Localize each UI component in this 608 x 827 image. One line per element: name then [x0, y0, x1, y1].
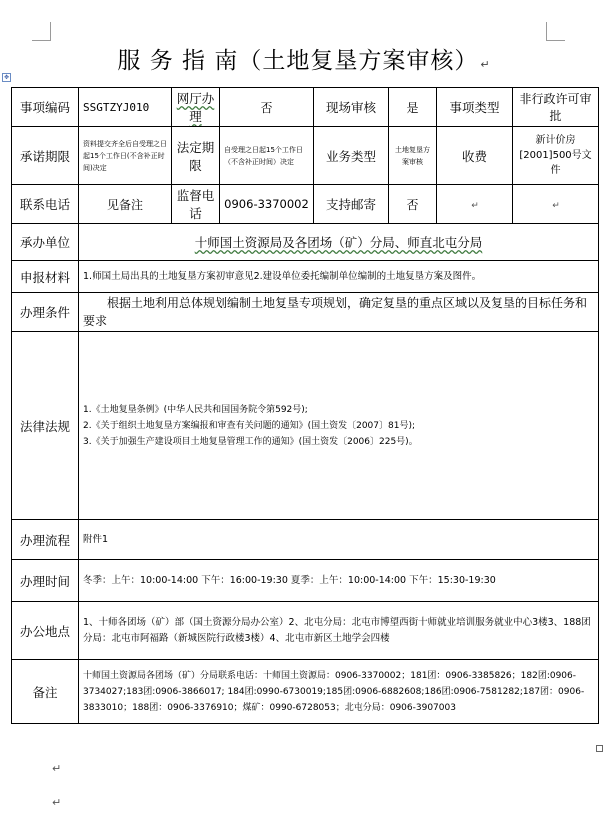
legal-label: 法定期限 — [172, 127, 220, 185]
table-row — [12, 127, 599, 185]
business-label: 业务类型 — [314, 127, 389, 185]
address-label: 办公地点 — [12, 602, 79, 660]
office-label: 承办单位 — [12, 224, 79, 261]
fee-label: 收费 — [437, 127, 513, 185]
table-row — [12, 261, 599, 293]
title-text: 服 务 指 南（土地复垦方案审核） — [117, 48, 479, 74]
conditions-label: 办理条件 — [12, 293, 79, 332]
onsite-label: 现场审核 — [314, 88, 389, 127]
table-row — [12, 602, 599, 660]
type-label: 事项类型 — [437, 88, 513, 127]
hours-label: 办理时间 — [12, 560, 79, 602]
promise-label: 承诺期限 — [12, 127, 79, 185]
mail-value: 否 — [389, 185, 437, 224]
crop-mark-top-left — [32, 22, 51, 41]
fee-value: 新计价房[2001]500号文件 — [513, 127, 599, 185]
table-row — [12, 560, 599, 602]
process-label: 办理流程 — [12, 520, 79, 560]
table-row — [12, 224, 599, 261]
office-text: 十师国土资源局及各团场（矿）分局、师直北屯分局 — [194, 235, 483, 250]
paragraph-mark-icon: ↵ — [471, 201, 479, 211]
supervise-value: 0906-3370002 — [220, 185, 314, 224]
table-row — [12, 520, 599, 560]
page-title — [0, 42, 608, 75]
conditions-value: 根据土地利用总体规划编制土地复垦专项规划，确定复垦的重点区域以及复垦的目标任务和要求 — [79, 293, 599, 332]
business-value: 土地复垦方案审核 — [389, 127, 437, 185]
supervise-label: 监督电话 — [172, 185, 220, 224]
online-label: 网厅办理 — [172, 88, 220, 127]
phone-value: 见备注 — [79, 185, 172, 224]
table-row — [12, 332, 599, 520]
law-item: 1.《土地复垦条例》(中华人民共和国国务院令第592号); — [83, 404, 308, 415]
table-row — [12, 293, 599, 332]
table-row — [12, 88, 599, 127]
law-item: 2.《关于组织土地复垦方案编报和审查有关问题的通知》(国土资发〔2007〕81号); — [83, 420, 415, 431]
remarks-label: 备注 — [12, 660, 79, 724]
item-code-value: SSGTZYJ010 — [79, 88, 172, 127]
paragraph-mark-icon: ↵ — [552, 201, 560, 211]
promise-value: 资料提交齐全后自受理之日起15个工作日(不含补正时间)决定 — [79, 127, 172, 185]
legal-value: 自受理之日起15个工作日（不含补正时间）决定 — [220, 127, 314, 185]
item-code-label: 事项编码 — [12, 88, 79, 127]
laws-label: 法律法规 — [12, 332, 79, 520]
hours-value: 冬季：上午：10:00-14:00 下午：16:00-19:30 夏季：上午：10:00-14:00 下午：15:30-19:30 — [79, 560, 599, 602]
law-item: 3.《关于加强生产建设项目土地复垦管理工作的通知》(国土资发〔2006〕225号)。 — [83, 436, 418, 447]
address-value: 1、十师各团场（矿）部（国土资源分局办公室）2、北屯分局：北屯市博望西街十师就业培训服务就业中心3楼3、188团分局：北屯市阿福路（新城医院行政楼3楼）4、北屯市新区土地学会四楼 — [79, 602, 599, 660]
table-move-handle-icon[interactable]: ✥ — [3, 74, 10, 81]
type-value: 非行政许可审批 — [513, 88, 599, 127]
table-row — [12, 660, 599, 724]
table-row — [12, 185, 599, 224]
office-value — [79, 224, 599, 261]
onsite-value: 是 — [389, 88, 437, 127]
table-resize-handle-icon[interactable] — [596, 745, 603, 752]
mail-label: 支持邮寄 — [314, 185, 389, 224]
crop-mark-top-right — [546, 22, 565, 41]
remarks-value: 十师国土资源局各团场（矿）分局联系电话：十师国土资源局：0906-3370002；181团：0906-3385826；182团:0906-3734027;183团:0906-3866017; 184团:0990-6730019;185团:0906-6882608;186团:0906-7581282;187团：0906-3833010；188团：0906-3376910；煤矿：0990-6728053；北屯分局：0906-3907003 — [79, 660, 599, 724]
materials-value: 1.师国土局出具的土地复垦方案初审意见2.建设单位委托编制单位编制的土地复垦方案及图件。 — [79, 261, 599, 293]
empty-cell — [437, 185, 513, 224]
empty-cell — [513, 185, 599, 224]
process-value: 附件1 — [79, 520, 599, 560]
laws-list — [79, 332, 599, 520]
paragraph-mark-icon: ↵ — [52, 796, 62, 809]
service-guide-table — [11, 87, 599, 724]
online-value: 否 — [220, 88, 314, 127]
paragraph-mark-icon: ↵ — [480, 58, 491, 71]
phone-label: 联系电话 — [12, 185, 79, 224]
materials-label: 申报材料 — [12, 261, 79, 293]
paragraph-mark-icon: ↵ — [52, 762, 62, 775]
